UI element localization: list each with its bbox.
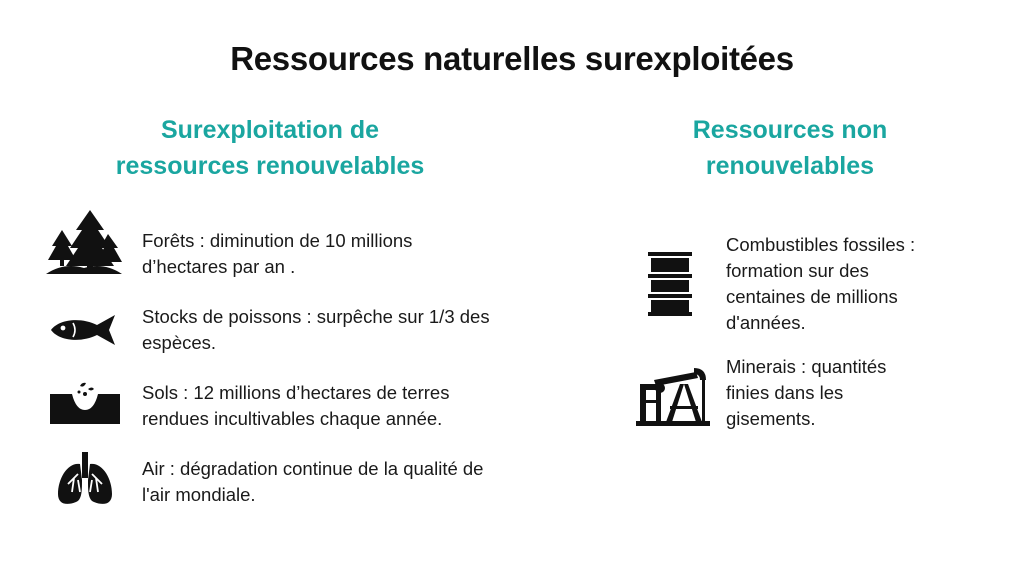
minerals-text: Minerais : quantités finies dans les gisements.	[726, 356, 887, 429]
page-title: Ressources naturelles surexploitées	[230, 40, 794, 77]
fossil-fuels-text: Combustibles fossiles : formation sur des centaines de millions d'années.	[726, 234, 916, 333]
lungs-icon	[54, 450, 116, 508]
renewable-heading: Surexploitation de ressources renouvelables	[115, 116, 425, 180]
fish-text: Stocks de poissons : surpêche sur 1/3 des espèces.	[142, 306, 490, 353]
air-text: Air : dégradation continue de la qualité de l'air mondiale.	[142, 458, 484, 505]
soil-text: Sols : 12 millions d’hectares de terres rendues incultivables chaque année.	[142, 382, 450, 429]
non-renewable-heading: Ressources non renouvelables	[692, 116, 888, 180]
forest-text: Forêts : diminution de 10 millions d’hectares par an .	[142, 230, 413, 277]
fish-icon	[47, 313, 121, 347]
oil-pump-icon	[636, 366, 710, 426]
oil-barrel-icon	[646, 252, 694, 316]
soil-icon	[50, 380, 120, 424]
forest-icon	[46, 208, 122, 274]
